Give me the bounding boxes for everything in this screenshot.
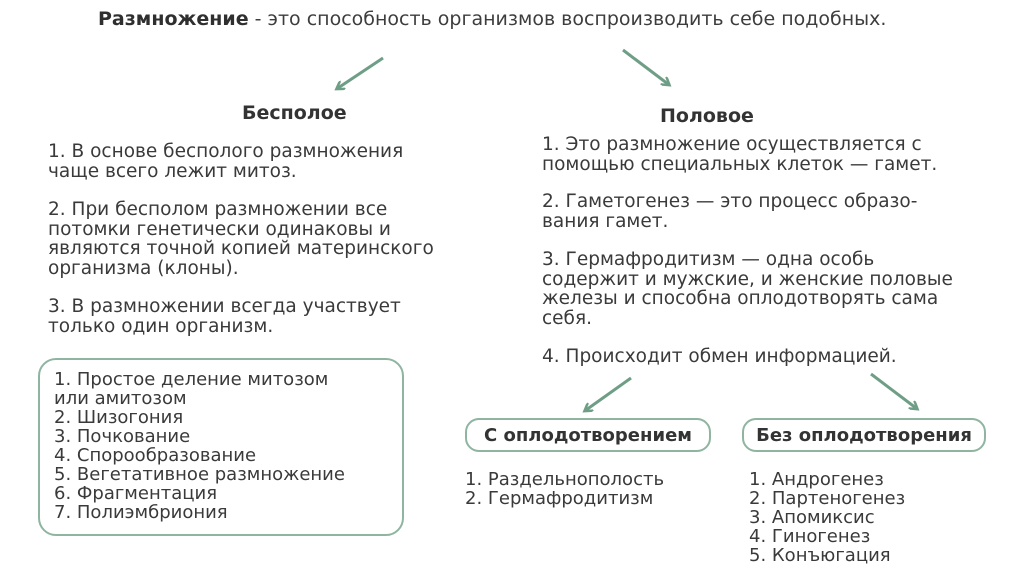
asexual-point-2-line-2: потомки генетически одинаковы и	[48, 218, 391, 240]
sexual-heading: Половое	[660, 105, 754, 127]
sexual-point-3-line-2: содержит и мужские, и женские половые	[542, 268, 953, 290]
arrow-to-sexual	[623, 50, 668, 84]
list-item: 3. Почкование	[54, 426, 191, 447]
asexual-point-3	[48, 297, 401, 336]
arrow-to-with-fertilization	[586, 378, 631, 410]
list-item: 4. Гиногенез	[749, 526, 871, 547]
sexual-point-2-line-2: вания гамет.	[542, 210, 669, 232]
title-term: Размножение	[98, 8, 249, 30]
without-fertilization-label: Без оплодотворения	[742, 418, 986, 452]
list-item: 3. Апомиксис	[749, 507, 875, 528]
sexual-point-3-line-3: железы и способна оплодотворять сама	[542, 288, 939, 309]
sexual-point-2	[542, 192, 917, 231]
sexual-point-4-line-1: 4. Происходит обмен информацией.	[542, 346, 897, 367]
with-fertilization-label: С оплодотворением	[465, 418, 711, 452]
sexual-point-3-line-4: себя.	[542, 307, 592, 329]
arrow-to-asexual	[338, 58, 383, 88]
arrow-to-without-fertilization	[871, 374, 916, 408]
sexual-point-1	[542, 135, 937, 174]
sexual-point-3-line-1: 3. Гермафродитизм — одна особь	[542, 249, 875, 270]
title-definition: - это способность организмов воспроизводить себе подобных.	[248, 8, 887, 30]
list-item: или амитозом	[54, 388, 187, 409]
asexual-point-1	[48, 142, 403, 181]
list-item: 2. Шизогония	[54, 407, 184, 428]
list-item: 2. Гермафродитизм	[465, 488, 654, 509]
sexual-point-4	[542, 347, 897, 367]
asexual-point-3-line-2: только один организм.	[48, 315, 274, 337]
list-item: 7. Полиэмбриония	[54, 502, 228, 523]
asexual-point-1-line-2: чаще всего лежит митоз.	[48, 160, 297, 182]
with-fertilization-list	[465, 470, 664, 508]
list-item: 1. Раздельнополость	[465, 469, 665, 490]
asexual-heading: Бесполое	[242, 102, 347, 124]
sexual-point-1-line-2: помощью специальных клеток — гамет.	[542, 153, 938, 175]
sexual-point-1-line-1: 1. Это размножение осуществляется с	[542, 134, 922, 155]
list-item: 1. Андрогенез	[749, 469, 884, 490]
list-item: 1. Простое деление митозом	[54, 369, 329, 390]
list-item: 5. Вегетативное размножение	[54, 464, 345, 485]
asexual-point-2-line-1: 2. При бесполом размножении все	[48, 199, 388, 220]
list-item: 6. Фрагментация	[54, 483, 218, 504]
without-fertilization-list	[749, 470, 905, 565]
sexual-point-2-line-1: 2. Гаметогенез — это процесс образо-	[542, 191, 918, 212]
sexual-point-3	[542, 250, 953, 328]
list-item: 2. Партеногенез	[749, 488, 906, 509]
asexual-point-3-line-1: 3. В размножении всегда участвует	[48, 296, 401, 317]
asexual-point-2-line-3: являются точной копией материнского	[48, 238, 434, 259]
asexual-point-2-line-4: организма (клоны).	[48, 257, 239, 279]
asexual-types-list	[54, 370, 345, 522]
list-item: 4. Спорообразование	[54, 445, 257, 466]
asexual-point-1-line-1: 1. В основе бесполого размножения	[48, 141, 404, 162]
asexual-point-2	[48, 200, 434, 278]
list-item: 5. Конъюгация	[749, 545, 891, 566]
